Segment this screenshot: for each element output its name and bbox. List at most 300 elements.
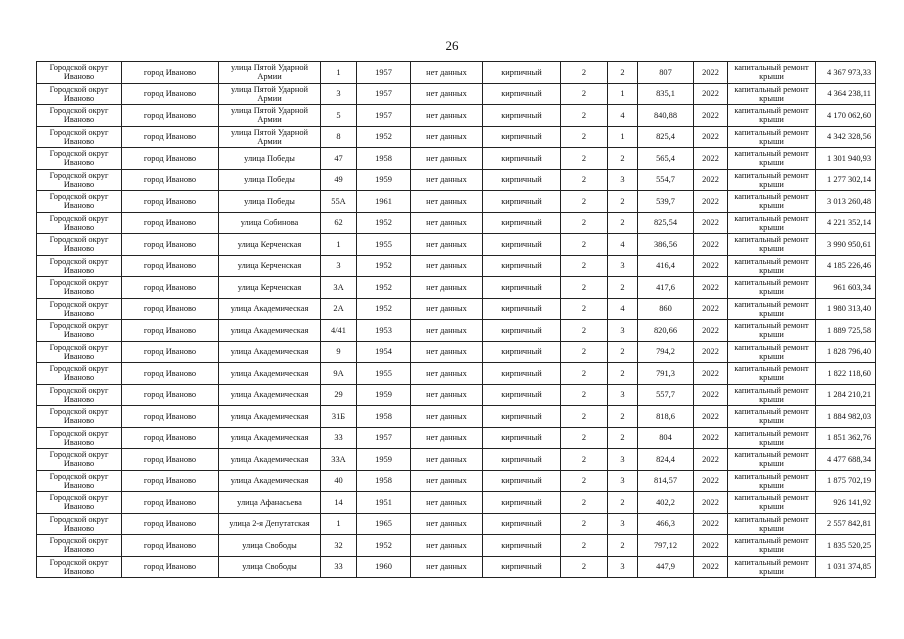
build-year-cell: 1951 [357, 492, 411, 514]
plan-year-cell: 2022 [694, 341, 728, 363]
table-row [37, 277, 876, 299]
municipality-cell: Городской округ Иваново [37, 341, 122, 363]
build-year-cell: 1965 [357, 513, 411, 535]
locality-cell: город Иваново [122, 191, 219, 213]
locality-cell: город Иваново [122, 105, 219, 127]
locality-cell: город Иваново [122, 427, 219, 449]
floors-cell: 2 [561, 105, 608, 127]
work-type-cell: капитальный ремонт крыши [728, 255, 816, 277]
renovation-year-cell: нет данных [411, 191, 483, 213]
work-type-cell: капитальный ремонт крыши [728, 105, 816, 127]
work-type-cell: капитальный ремонт крыши [728, 320, 816, 342]
build-year-cell: 1957 [357, 105, 411, 127]
street-cell: улица Академическая [219, 363, 321, 385]
renovation-year-cell: нет данных [411, 277, 483, 299]
housing-repair-table [36, 61, 876, 578]
municipality-cell: Городской округ Иваново [37, 384, 122, 406]
floors-cell: 2 [561, 513, 608, 535]
municipality-cell: Городской округ Иваново [37, 148, 122, 170]
table-row [37, 406, 876, 428]
wall-material-cell: кирпичный [483, 470, 561, 492]
plan-year-cell: 2022 [694, 105, 728, 127]
plan-year-cell: 2022 [694, 513, 728, 535]
municipality-cell: Городской округ Иваново [37, 83, 122, 105]
street-cell: улица Афанасьева [219, 492, 321, 514]
house-number-cell: 1 [321, 513, 357, 535]
municipality-cell: Городской округ Иваново [37, 513, 122, 535]
renovation-year-cell: нет данных [411, 105, 483, 127]
locality-cell: город Иваново [122, 492, 219, 514]
table-row [37, 148, 876, 170]
house-number-cell: 5 [321, 105, 357, 127]
wall-material-cell: кирпичный [483, 212, 561, 234]
locality-cell: город Иваново [122, 513, 219, 535]
cost-cell: 4 342 328,56 [816, 126, 876, 148]
area-cell: 791,3 [638, 363, 694, 385]
plan-year-cell: 2022 [694, 363, 728, 385]
work-type-cell: капитальный ремонт крыши [728, 83, 816, 105]
municipality-cell: Городской округ Иваново [37, 492, 122, 514]
municipality-cell: Городской округ Иваново [37, 212, 122, 234]
renovation-year-cell: нет данных [411, 126, 483, 148]
area-cell: 820,66 [638, 320, 694, 342]
house-number-cell: 3 [321, 83, 357, 105]
entrances-cell: 2 [608, 148, 638, 170]
plan-year-cell: 2022 [694, 126, 728, 148]
cost-cell: 4 185 226,46 [816, 255, 876, 277]
cost-cell: 1 277 302,14 [816, 169, 876, 191]
table-row [37, 427, 876, 449]
cost-cell: 1 884 982,03 [816, 406, 876, 428]
wall-material-cell: кирпичный [483, 62, 561, 84]
wall-material-cell: кирпичный [483, 384, 561, 406]
renovation-year-cell: нет данных [411, 234, 483, 256]
wall-material-cell: кирпичный [483, 298, 561, 320]
plan-year-cell: 2022 [694, 384, 728, 406]
table-row [37, 341, 876, 363]
work-type-cell: капитальный ремонт крыши [728, 62, 816, 84]
municipality-cell: Городской округ Иваново [37, 126, 122, 148]
house-number-cell: 8 [321, 126, 357, 148]
municipality-cell: Городской округ Иваново [37, 255, 122, 277]
floors-cell: 2 [561, 363, 608, 385]
build-year-cell: 1955 [357, 363, 411, 385]
work-type-cell: капитальный ремонт крыши [728, 449, 816, 471]
wall-material-cell: кирпичный [483, 320, 561, 342]
build-year-cell: 1952 [357, 126, 411, 148]
floors-cell: 2 [561, 470, 608, 492]
work-type-cell: капитальный ремонт крыши [728, 406, 816, 428]
build-year-cell: 1957 [357, 83, 411, 105]
floors-cell: 2 [561, 492, 608, 514]
renovation-year-cell: нет данных [411, 556, 483, 578]
work-type-cell: капитальный ремонт крыши [728, 212, 816, 234]
build-year-cell: 1952 [357, 277, 411, 299]
house-number-cell: 33 [321, 556, 357, 578]
table-row [37, 363, 876, 385]
entrances-cell: 3 [608, 320, 638, 342]
wall-material-cell: кирпичный [483, 126, 561, 148]
cost-cell: 1 284 210,21 [816, 384, 876, 406]
cost-cell: 1 851 362,76 [816, 427, 876, 449]
entrances-cell: 2 [608, 492, 638, 514]
wall-material-cell: кирпичный [483, 363, 561, 385]
house-number-cell: 49 [321, 169, 357, 191]
table-row [37, 298, 876, 320]
wall-material-cell: кирпичный [483, 169, 561, 191]
table-row [37, 255, 876, 277]
build-year-cell: 1957 [357, 62, 411, 84]
cost-cell: 1 835 520,25 [816, 535, 876, 557]
cost-cell: 4 367 973,33 [816, 62, 876, 84]
floors-cell: 2 [561, 427, 608, 449]
municipality-cell: Городской округ Иваново [37, 234, 122, 256]
entrances-cell: 4 [608, 105, 638, 127]
street-cell: улица Академическая [219, 341, 321, 363]
house-number-cell: 3А [321, 277, 357, 299]
wall-material-cell: кирпичный [483, 105, 561, 127]
build-year-cell: 1952 [357, 255, 411, 277]
street-cell: улица 2-я Депутатская [219, 513, 321, 535]
street-cell: улица Собинова [219, 212, 321, 234]
wall-material-cell: кирпичный [483, 535, 561, 557]
entrances-cell: 2 [608, 191, 638, 213]
cost-cell: 1 031 374,85 [816, 556, 876, 578]
plan-year-cell: 2022 [694, 406, 728, 428]
street-cell: улица Керченская [219, 277, 321, 299]
locality-cell: город Иваново [122, 406, 219, 428]
wall-material-cell: кирпичный [483, 513, 561, 535]
entrances-cell: 2 [608, 535, 638, 557]
area-cell: 840,88 [638, 105, 694, 127]
floors-cell: 2 [561, 212, 608, 234]
cost-cell: 1 980 313,40 [816, 298, 876, 320]
plan-year-cell: 2022 [694, 234, 728, 256]
table-row [37, 470, 876, 492]
work-type-cell: капитальный ремонт крыши [728, 427, 816, 449]
cost-cell: 1 301 940,93 [816, 148, 876, 170]
municipality-cell: Городской округ Иваново [37, 406, 122, 428]
table-row [37, 320, 876, 342]
entrances-cell: 3 [608, 255, 638, 277]
table-row [37, 449, 876, 471]
work-type-cell: капитальный ремонт крыши [728, 148, 816, 170]
house-number-cell: 1 [321, 234, 357, 256]
locality-cell: город Иваново [122, 535, 219, 557]
build-year-cell: 1958 [357, 470, 411, 492]
work-type-cell: капитальный ремонт крыши [728, 513, 816, 535]
street-cell: улица Академическая [219, 406, 321, 428]
floors-cell: 2 [561, 277, 608, 299]
area-cell: 557,7 [638, 384, 694, 406]
house-number-cell: 29 [321, 384, 357, 406]
plan-year-cell: 2022 [694, 212, 728, 234]
build-year-cell: 1959 [357, 449, 411, 471]
build-year-cell: 1958 [357, 148, 411, 170]
area-cell: 539,7 [638, 191, 694, 213]
entrances-cell: 3 [608, 384, 638, 406]
build-year-cell: 1952 [357, 212, 411, 234]
cost-cell: 2 557 842,81 [816, 513, 876, 535]
area-cell: 447,9 [638, 556, 694, 578]
area-cell: 818,6 [638, 406, 694, 428]
cost-cell: 1 889 725,58 [816, 320, 876, 342]
plan-year-cell: 2022 [694, 470, 728, 492]
cost-cell: 1 828 796,40 [816, 341, 876, 363]
floors-cell: 2 [561, 556, 608, 578]
street-cell: улица Пятой Ударной Армии [219, 126, 321, 148]
floors-cell: 2 [561, 449, 608, 471]
area-cell: 466,3 [638, 513, 694, 535]
area-cell: 814,57 [638, 470, 694, 492]
locality-cell: город Иваново [122, 384, 219, 406]
house-number-cell: 9 [321, 341, 357, 363]
plan-year-cell: 2022 [694, 298, 728, 320]
municipality-cell: Городской округ Иваново [37, 449, 122, 471]
renovation-year-cell: нет данных [411, 341, 483, 363]
plan-year-cell: 2022 [694, 191, 728, 213]
area-cell: 565,4 [638, 148, 694, 170]
locality-cell: город Иваново [122, 234, 219, 256]
area-cell: 835,1 [638, 83, 694, 105]
build-year-cell: 1953 [357, 320, 411, 342]
build-year-cell: 1952 [357, 298, 411, 320]
house-number-cell: 4/41 [321, 320, 357, 342]
table-row [37, 62, 876, 84]
work-type-cell: капитальный ремонт крыши [728, 470, 816, 492]
entrances-cell: 2 [608, 277, 638, 299]
plan-year-cell: 2022 [694, 169, 728, 191]
area-cell: 797,12 [638, 535, 694, 557]
street-cell: улица Керченская [219, 255, 321, 277]
wall-material-cell: кирпичный [483, 427, 561, 449]
wall-material-cell: кирпичный [483, 83, 561, 105]
floors-cell: 2 [561, 169, 608, 191]
municipality-cell: Городской округ Иваново [37, 191, 122, 213]
work-type-cell: капитальный ремонт крыши [728, 234, 816, 256]
floors-cell: 2 [561, 255, 608, 277]
locality-cell: город Иваново [122, 470, 219, 492]
entrances-cell: 2 [608, 363, 638, 385]
renovation-year-cell: нет данных [411, 148, 483, 170]
wall-material-cell: кирпичный [483, 492, 561, 514]
work-type-cell: капитальный ремонт крыши [728, 384, 816, 406]
work-type-cell: капитальный ремонт крыши [728, 341, 816, 363]
cost-cell: 4 364 238,11 [816, 83, 876, 105]
locality-cell: город Иваново [122, 126, 219, 148]
renovation-year-cell: нет данных [411, 62, 483, 84]
work-type-cell: капитальный ремонт крыши [728, 492, 816, 514]
street-cell: улица Пятой Ударной Армии [219, 105, 321, 127]
street-cell: улица Академическая [219, 320, 321, 342]
cost-cell: 1 875 702,19 [816, 470, 876, 492]
entrances-cell: 1 [608, 83, 638, 105]
street-cell: улица Академическая [219, 449, 321, 471]
area-cell: 804 [638, 427, 694, 449]
build-year-cell: 1954 [357, 341, 411, 363]
renovation-year-cell: нет данных [411, 384, 483, 406]
wall-material-cell: кирпичный [483, 556, 561, 578]
area-cell: 554,7 [638, 169, 694, 191]
plan-year-cell: 2022 [694, 320, 728, 342]
page-number: 26 [445, 38, 459, 53]
street-cell: улица Свободы [219, 535, 321, 557]
cost-cell: 926 141,92 [816, 492, 876, 514]
locality-cell: город Иваново [122, 298, 219, 320]
renovation-year-cell: нет данных [411, 492, 483, 514]
wall-material-cell: кирпичный [483, 406, 561, 428]
house-number-cell: 3 [321, 255, 357, 277]
build-year-cell: 1957 [357, 427, 411, 449]
build-year-cell: 1955 [357, 234, 411, 256]
build-year-cell: 1958 [357, 406, 411, 428]
renovation-year-cell: нет данных [411, 83, 483, 105]
municipality-cell: Городской округ Иваново [37, 320, 122, 342]
floors-cell: 2 [561, 191, 608, 213]
area-cell: 794,2 [638, 341, 694, 363]
renovation-year-cell: нет данных [411, 427, 483, 449]
work-type-cell: капитальный ремонт крыши [728, 535, 816, 557]
cost-cell: 4 170 062,60 [816, 105, 876, 127]
build-year-cell: 1952 [357, 535, 411, 557]
municipality-cell: Городской округ Иваново [37, 427, 122, 449]
municipality-cell: Городской округ Иваново [37, 556, 122, 578]
plan-year-cell: 2022 [694, 427, 728, 449]
house-number-cell: 14 [321, 492, 357, 514]
work-type-cell: капитальный ремонт крыши [728, 363, 816, 385]
renovation-year-cell: нет данных [411, 513, 483, 535]
house-number-cell: 40 [321, 470, 357, 492]
renovation-year-cell: нет данных [411, 320, 483, 342]
floors-cell: 2 [561, 341, 608, 363]
table-row [37, 126, 876, 148]
table-row [37, 384, 876, 406]
entrances-cell: 1 [608, 126, 638, 148]
entrances-cell: 2 [608, 341, 638, 363]
cost-cell: 3 990 950,61 [816, 234, 876, 256]
street-cell: улица Академическая [219, 427, 321, 449]
wall-material-cell: кирпичный [483, 277, 561, 299]
renovation-year-cell: нет данных [411, 470, 483, 492]
work-type-cell: капитальный ремонт крыши [728, 126, 816, 148]
locality-cell: город Иваново [122, 277, 219, 299]
entrances-cell: 3 [608, 513, 638, 535]
plan-year-cell: 2022 [694, 83, 728, 105]
entrances-cell: 3 [608, 470, 638, 492]
house-number-cell: 31Б [321, 406, 357, 428]
build-year-cell: 1960 [357, 556, 411, 578]
locality-cell: город Иваново [122, 449, 219, 471]
renovation-year-cell: нет данных [411, 298, 483, 320]
locality-cell: город Иваново [122, 212, 219, 234]
renovation-year-cell: нет данных [411, 535, 483, 557]
house-number-cell: 47 [321, 148, 357, 170]
plan-year-cell: 2022 [694, 556, 728, 578]
wall-material-cell: кирпичный [483, 255, 561, 277]
entrances-cell: 3 [608, 556, 638, 578]
entrances-cell: 3 [608, 449, 638, 471]
area-cell: 824,4 [638, 449, 694, 471]
street-cell: улица Академическая [219, 384, 321, 406]
build-year-cell: 1961 [357, 191, 411, 213]
floors-cell: 2 [561, 83, 608, 105]
renovation-year-cell: нет данных [411, 406, 483, 428]
entrances-cell: 2 [608, 406, 638, 428]
floors-cell: 2 [561, 535, 608, 557]
table-row [37, 492, 876, 514]
municipality-cell: Городской округ Иваново [37, 62, 122, 84]
municipality-cell: Городской округ Иваново [37, 363, 122, 385]
locality-cell: город Иваново [122, 255, 219, 277]
municipality-cell: Городской округ Иваново [37, 298, 122, 320]
cost-cell: 1 822 118,60 [816, 363, 876, 385]
street-cell: улица Пятой Ударной Армии [219, 83, 321, 105]
table-row [37, 169, 876, 191]
area-cell: 807 [638, 62, 694, 84]
house-number-cell: 33А [321, 449, 357, 471]
house-number-cell: 9А [321, 363, 357, 385]
area-cell: 417,6 [638, 277, 694, 299]
renovation-year-cell: нет данных [411, 169, 483, 191]
house-number-cell: 55А [321, 191, 357, 213]
plan-year-cell: 2022 [694, 492, 728, 514]
municipality-cell: Городской округ Иваново [37, 277, 122, 299]
wall-material-cell: кирпичный [483, 341, 561, 363]
street-cell: улица Академическая [219, 470, 321, 492]
locality-cell: город Иваново [122, 363, 219, 385]
plan-year-cell: 2022 [694, 148, 728, 170]
cost-cell: 4 221 352,14 [816, 212, 876, 234]
table-row [37, 234, 876, 256]
area-cell: 386,56 [638, 234, 694, 256]
cost-cell: 4 477 688,34 [816, 449, 876, 471]
work-type-cell: капитальный ремонт крыши [728, 298, 816, 320]
entrances-cell: 2 [608, 62, 638, 84]
plan-year-cell: 2022 [694, 277, 728, 299]
locality-cell: город Иваново [122, 62, 219, 84]
municipality-cell: Городской округ Иваново [37, 470, 122, 492]
floors-cell: 2 [561, 126, 608, 148]
street-cell: улица Академическая [219, 298, 321, 320]
renovation-year-cell: нет данных [411, 363, 483, 385]
build-year-cell: 1959 [357, 384, 411, 406]
table-row [37, 105, 876, 127]
floors-cell: 2 [561, 62, 608, 84]
floors-cell: 2 [561, 320, 608, 342]
house-number-cell: 33 [321, 427, 357, 449]
table-row [37, 535, 876, 557]
wall-material-cell: кирпичный [483, 449, 561, 471]
locality-cell: город Иваново [122, 148, 219, 170]
area-cell: 416,4 [638, 255, 694, 277]
locality-cell: город Иваново [122, 341, 219, 363]
street-cell: улица Победы [219, 169, 321, 191]
floors-cell: 2 [561, 384, 608, 406]
area-cell: 860 [638, 298, 694, 320]
area-cell: 402,2 [638, 492, 694, 514]
table-row [37, 191, 876, 213]
floors-cell: 2 [561, 406, 608, 428]
plan-year-cell: 2022 [694, 535, 728, 557]
locality-cell: город Иваново [122, 320, 219, 342]
municipality-cell: Городской округ Иваново [37, 535, 122, 557]
municipality-cell: Городской округ Иваново [37, 105, 122, 127]
street-cell: улица Победы [219, 148, 321, 170]
house-number-cell: 1 [321, 62, 357, 84]
table-row [37, 513, 876, 535]
plan-year-cell: 2022 [694, 62, 728, 84]
plan-year-cell: 2022 [694, 255, 728, 277]
